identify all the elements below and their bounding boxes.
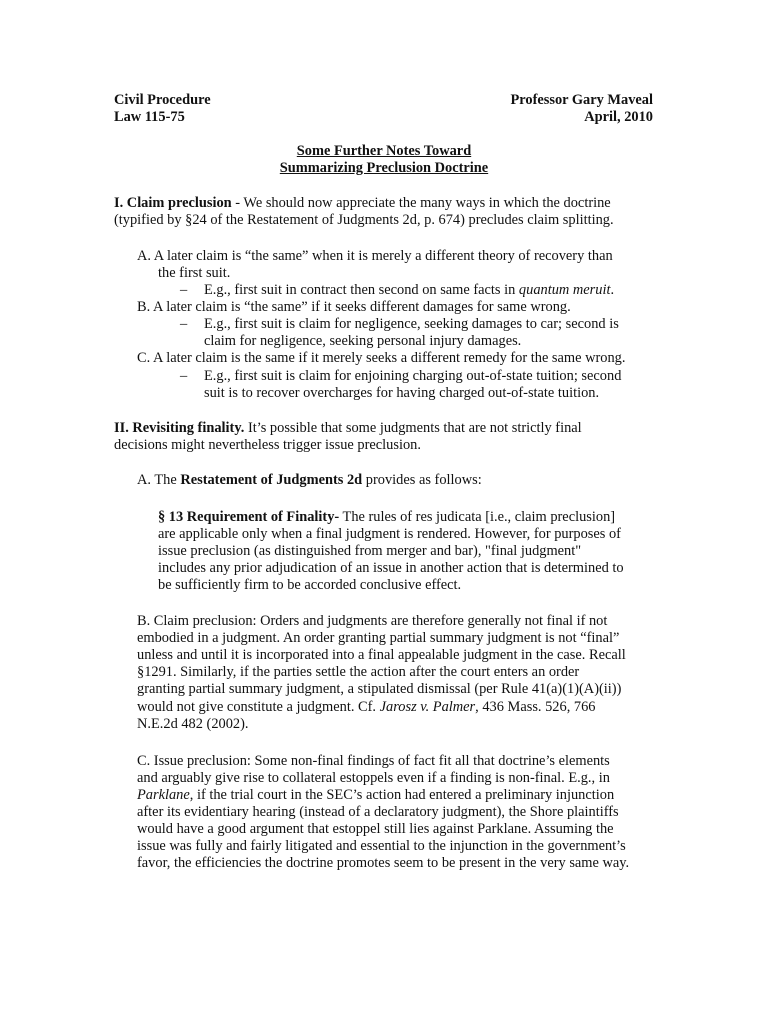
restatement-quote-line-4: includes any prior adjudication of an issue in another action that is determined to	[158, 560, 624, 576]
document-date: April, 2010	[584, 109, 653, 125]
section-2-item-c-line-1: C. Issue preclusion: Some non-final findings of fact fit all that doctrine’s elements	[137, 753, 610, 769]
title-line-2: Summarizing Preclusion Doctrine	[279, 160, 489, 176]
case-citation-jarosz: Jarosz v. Palmer	[379, 699, 476, 715]
section-2-item-c-line-4: after its evidentiary hearing (instead of a declaratory judgment), the Shore plaintiffs	[137, 804, 619, 820]
section-2-item-a: A. The Restatement of Judgments 2d provides as follows:	[137, 472, 482, 488]
section-2-item-b-line-4: §1291. Similarly, if the parties settle the action after the court enters an order	[137, 664, 580, 680]
section-1-item-b: B. A later claim is “the same” if it seeks different damages for same wrong.	[137, 299, 571, 315]
section-2-intro-line-2: decisions might nevertheless trigger issue preclusion.	[114, 437, 421, 453]
title-line-1: Some Further Notes Toward	[296, 143, 472, 159]
restatement-quote-line-5: be sufficiently firm to be accorded conclusive effect.	[158, 577, 462, 593]
case-citation-parklane: Parklane	[137, 787, 190, 803]
section-2-item-b-line-2: embodied in a judgment. An order granting partial summary judgment is not “final”	[137, 630, 620, 646]
section-1-item-c-dash: –	[180, 368, 188, 384]
restatement-quote-line-3: issue preclusion (as distinguished from merger and bar), "final judgment"	[158, 543, 582, 559]
course-name: Civil Procedure	[114, 92, 211, 108]
section-1-intro: I. Claim preclusion - We should now appreciate the many ways in which the doctrine	[114, 195, 611, 211]
section-2-heading: II. Revisiting finality.	[114, 420, 245, 436]
course-number: Law 115-75	[114, 109, 185, 125]
section-1-item-a-cont: the first suit.	[158, 265, 231, 281]
section-2-item-c-line-7: favor, the efficiencies the doctrine promotes seem to be present in the very same way.	[137, 855, 630, 871]
section-1-item-c-example-1: E.g., first suit is claim for enjoining charging out-of-state tuition; second	[204, 368, 622, 384]
section-1-item-b-example-2: claim for negligence, seeking personal injury damages.	[204, 333, 522, 349]
section-2-item-c-line-5: would have a good argument that estoppel still lies against Parklane. Assuming the	[137, 821, 614, 837]
section-1-heading: I. Claim preclusion	[114, 195, 232, 211]
section-1-item-c: C. A later claim is the same if it merely seeks a different remedy for the same wrong.	[137, 350, 626, 366]
section-2-item-c-line-2: and arguably give rise to collateral estoppels even if a finding is non-final. E.g., in	[137, 770, 610, 786]
section-1-item-a: A. A later claim is “the same” when it is merely a different theory of recovery than	[137, 248, 613, 264]
section-1-item-a-dash: –	[180, 282, 188, 298]
section-2-intro: II. Revisiting finality. It’s possible that some judgments that are not strictly final	[114, 420, 582, 436]
restatement-section-heading: § 13 Requirement of Finality-	[158, 509, 340, 525]
section-1-item-c-example-2: suit is to recover overcharges for having charged out-of-state tuition.	[204, 385, 600, 401]
section-2-item-b-line-6: would not give constitute a judgment. Cf. Jarosz v. Palmer, 436 Mass. 526, 766	[137, 699, 596, 715]
section-2-item-b-line-5: granting partial summary judgment, a stipulated dismissal (per Rule 41(a)(1)(A)(ii))	[137, 681, 622, 697]
section-1-item-b-example-1: E.g., first suit is claim for negligence, seeking damages to car; second is	[204, 316, 619, 332]
section-1-item-a-example: E.g., first suit in contract then second on same facts in quantum meruit.	[204, 282, 615, 298]
section-2-item-b-line-7: N.E.2d 482 (2002).	[137, 716, 249, 732]
restatement-quote-line-2: are applicable only when a final judgment is rendered. However, for purposes of	[158, 526, 621, 542]
professor-name: Professor Gary Maveal	[510, 92, 653, 108]
section-1-intro-line-2: (typified by §24 of the Restatement of Judgments 2d, p. 674) precludes claim splitting.	[114, 212, 614, 228]
section-2-item-c-line-3: Parklane, if the trial court in the SEC’s action had entered a preliminary injunction	[137, 787, 615, 803]
section-1-item-b-dash: –	[180, 316, 188, 332]
section-2-item-c-line-6: issue was fully and fairly litigated and essential to the injunction in the government’s	[137, 838, 626, 854]
section-2-item-b-line-3: unless and until it is incorporated into a final appealable judgment in the case. Recall	[137, 647, 626, 663]
section-2-item-b-line-1: B. Claim preclusion: Orders and judgments are therefore generally not final if not	[137, 613, 608, 629]
restatement-quote-line-1: § 13 Requirement of Finality- The rules of res judicata [i.e., claim preclusion]	[158, 509, 616, 525]
